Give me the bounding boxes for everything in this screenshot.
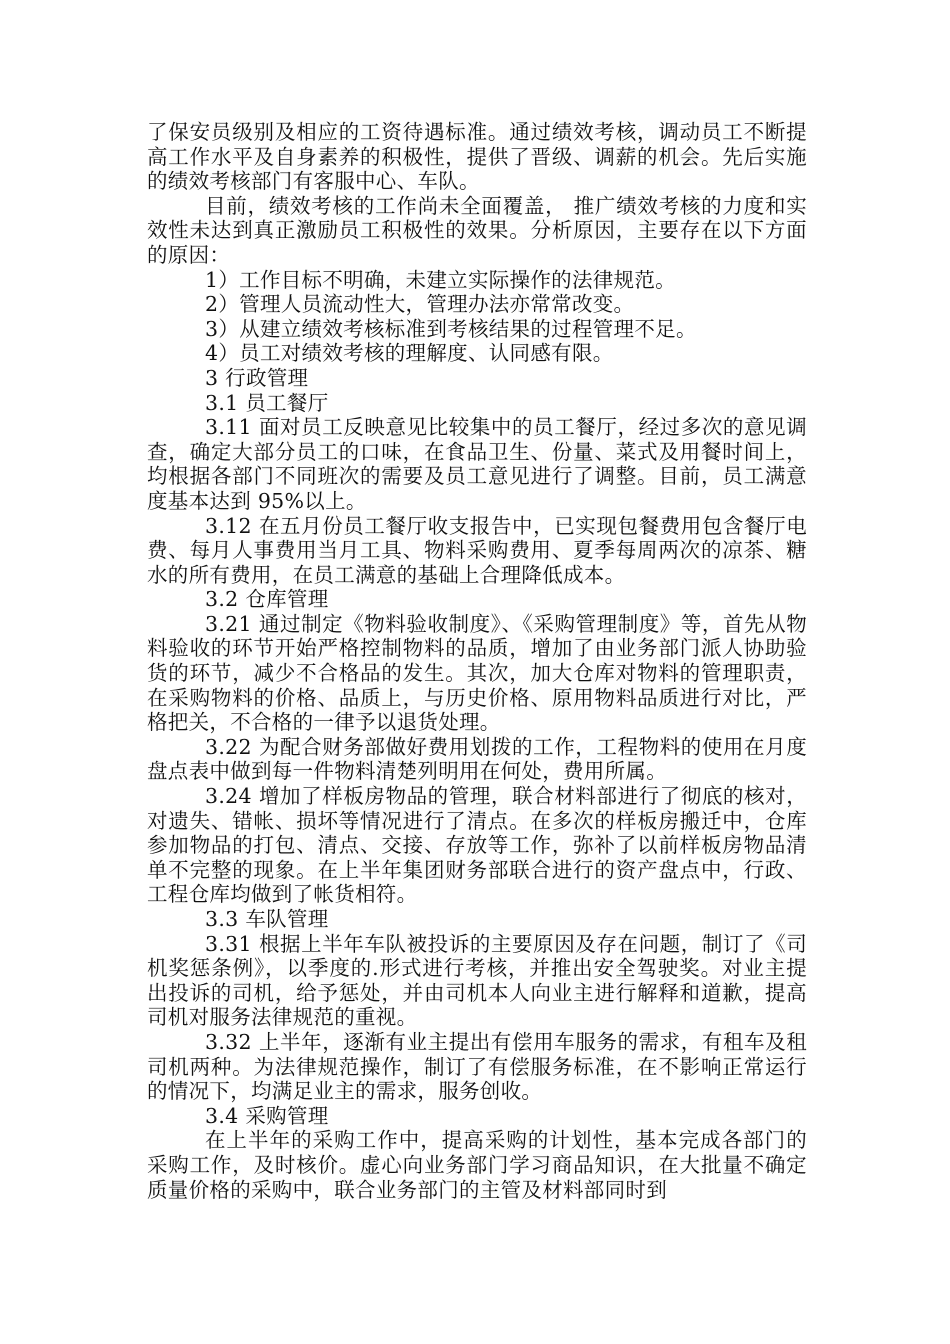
paragraph-body: 3.22 为配合财务部做好费用划拨的工作，工程物料的使用在月度盘点表中做到每一件物料清楚列明用在何处，费用所属。 <box>147 734 807 784</box>
paragraph-body: 3.31 根据上半年车队被投诉的主要原因及存在问题，制订了《司机奖惩条例》，以季度的.形式进行考核，并推出安全驾驶奖。对业主提出投诉的司机，给予惩处，并由司机本人向业主进行解释和道歉，提高司机对服务法律规范的重视。 <box>147 931 807 1030</box>
paragraph-body: 3.24 增加了样板房物品的管理，联合材料部进行了彻底的核对，对遗失、错帐、损坏等情况进行了清点。在多次的样板房搬迁中，仓库参加物品的打包、清点、交接、存放等工作，弥补了以前样板房物品清单不完整的现象。在上半年集团财务部联合进行的资产盘点中，行政、工程仓库均做到了帐货相符。 <box>147 784 807 907</box>
list-item: 1）工作目标不明确，未建立实际操作的法律规范。 <box>205 267 676 292</box>
document-body <box>147 120 807 1202</box>
subsection-heading: 3.1 员工餐厅 <box>205 390 329 415</box>
subsection-heading: 3.2 仓库管理 <box>205 587 329 612</box>
paragraph-body: 3.11 面对员工反映意见比较集中的员工餐厅，经过多次的意见调查，确定大部分员工的口味，在食品卫生、份量、菜式及用餐时间上，均根据各部门不同班次的需要及员工意见进行了调整。目前，员工满意度基本达到 95%以上。 <box>147 415 807 513</box>
paragraph-body: 3.12 在五月份员工餐厅收支报告中，已实现包餐费用包含餐厅电费、每月人事费用当月工具、物料采购费用、夏季每周两次的凉茶、糖水的所有费用，在员工满意的基础上合理降低成本。 <box>147 513 807 587</box>
subsection-heading: 3.4 采购管理 <box>205 1103 329 1128</box>
paragraph-body: 3.32 上半年，逐渐有业主提出有偿用车服务的需求，有租车及租司机两种。为法律规范操作，制订了有偿服务标准，在不影响正常运行的情况下，均满足业主的需求，服务创收。 <box>147 1029 807 1104</box>
paragraph-body: 3.21 通过制定《物料验收制度》、《采购管理制度》等，首先从物料验收的环节开始严格控制物料的品质，增加了由业务部门派人协助验货的环节，减少不合格品的发生。其次，加大仓库对物料的管理职责，在采购物料的价格、品质上，与历史价格、原用物料品质进行对比，严格把关，不合格的一律予以退货处理。 <box>147 611 807 735</box>
list-item: 4）员工对绩效考核的理解度、认同感有限。 <box>205 341 614 366</box>
subsection-heading: 3.3 车队管理 <box>205 907 329 931</box>
list-item: 3）从建立绩效考核标准到考核结果的过程管理不足。 <box>205 316 697 341</box>
list-item: 2）管理人员流动性大，管理办法亦常常改变。 <box>205 292 635 317</box>
paragraph-body: 在上半年的采购工作中，提高采购的计划性，基本完成各部门的采购工作，及时核价。虚心向业务部门学习商品知识，在大批量不确定质量价格的采购中，联合业务部门的主管及材料部同时到 <box>147 1128 807 1202</box>
paragraph-continuation: 了保安员级别及相应的工资待遇标准。通过绩效考核，调动员工不断提高工作水平及自身素养的积极性，提供了晋级、调薪的机会。先后实施的绩效考核部门有客服中心、车队。 <box>147 120 807 194</box>
paragraph-body: 目前，绩效考核的工作尚未全面覆盖， 推广绩效考核的力度和实效性未达到真正激励员工积极性的效果。分析原因，主要存在以下方面的原因： <box>147 193 807 267</box>
section-heading: 3 行政管理 <box>205 365 309 390</box>
